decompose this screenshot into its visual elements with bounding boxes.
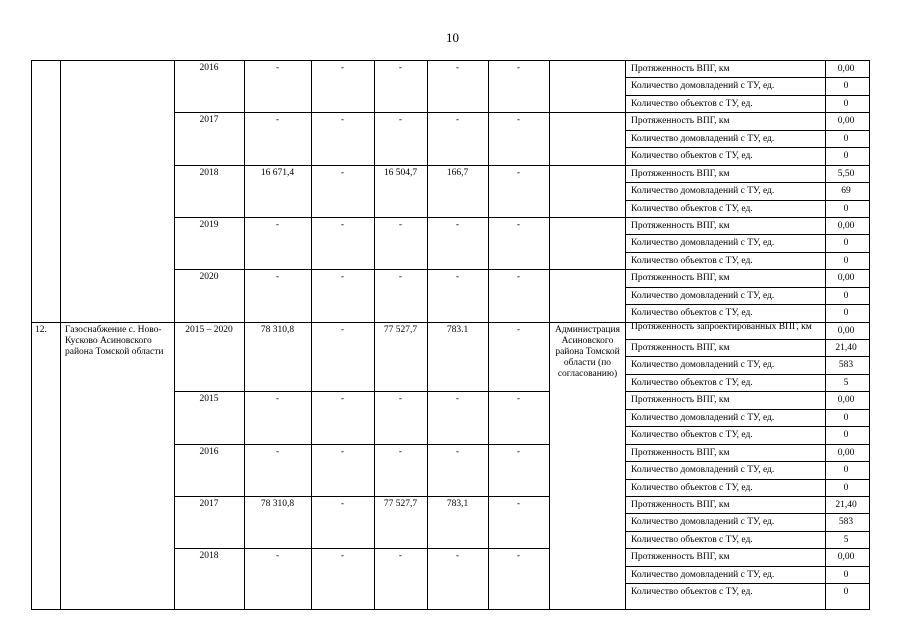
indicator-value: 0 [843, 81, 849, 91]
indicator-label: Количество домовладений с ТУ, ед. [631, 360, 775, 370]
year-cell: 2016 [199, 447, 219, 457]
indicator-label: Количество домовладений с ТУ, ед. [631, 517, 775, 527]
year-cell: 2017 [199, 499, 219, 509]
finance-cell-reg: - [398, 447, 403, 457]
indicator-label: Количество объектов с ТУ, ед. [631, 308, 753, 318]
indicator-label: Количество объектов с ТУ, ед. [631, 378, 753, 388]
finance-cell-fed: - [340, 272, 345, 282]
indicator-value: 0 [843, 99, 849, 109]
indicator-label: Количество объектов с ТУ, ед. [631, 99, 753, 109]
indicator-row-line [625, 531, 869, 532]
indicator-label: Количество домовладений с ТУ, ед. [631, 413, 775, 423]
indicator-row-line [625, 130, 869, 131]
indicator-row-line [625, 287, 869, 288]
finance-cell-fed: - [340, 551, 345, 561]
finance-cell-fed: - [340, 168, 345, 178]
indicator-value: 21,40 [835, 343, 857, 353]
column-divider [625, 60, 626, 609]
year-group-line [174, 548, 549, 549]
indicator-row-line [625, 444, 869, 445]
finance-cell-ext: - [516, 272, 521, 282]
indicator-label: Количество домовладений с ТУ, ед. [631, 570, 775, 580]
indicator-value: 583 [838, 517, 854, 527]
indicator-value: 0,00 [837, 116, 855, 126]
year-group-line [174, 217, 625, 218]
finance-cell-total: 78 310,8 [260, 325, 295, 335]
finance-cell-reg: - [398, 115, 403, 125]
finance-cell-ext: - [516, 220, 521, 230]
finance-cell-ext: - [516, 499, 521, 509]
finance-cell-total: - [275, 447, 280, 457]
indicator-value: 5 [843, 378, 849, 388]
year-cell: 2019 [199, 220, 219, 230]
table-border-left [31, 60, 32, 609]
year-cell: 2015 [199, 394, 219, 404]
item-name: Газоснабжение с. Ново-Кусково Асиновского района Томской области [65, 325, 164, 357]
indicator-label: Протяженность ВПГ, км [631, 169, 730, 179]
indicator-value: 0 [843, 430, 849, 440]
indicator-value: 0 [843, 238, 849, 248]
finance-cell-fed: - [340, 115, 345, 125]
indicator-row-line [625, 409, 869, 410]
year-group-line [174, 391, 549, 392]
indicator-label: Количество объектов с ТУ, ед. [631, 483, 753, 493]
finance-cell-reg: 77 527,7 [383, 499, 418, 509]
indicator-label: Протяженность ВПГ, км [631, 552, 730, 562]
indicator-value: 0 [843, 308, 849, 318]
indicator-label: Протяженность ВПГ, км [631, 273, 730, 283]
indicator-value: 0,00 [837, 64, 855, 74]
finance-cell-loc: - [455, 447, 460, 457]
finance-cell-total: - [275, 551, 280, 561]
indicator-row-line [625, 513, 869, 514]
indicator-label: Протяженность ВПГ, км [631, 64, 730, 74]
finance-cell-ext: - [516, 325, 521, 335]
table-border-bottom [31, 609, 870, 610]
indicator-label: Количество домовладений с ТУ, ед. [631, 186, 775, 196]
indicator-label: Протяженность ВПГ, км [631, 343, 730, 353]
indicator-row-line [625, 165, 869, 166]
finance-cell-total: - [275, 394, 280, 404]
year-cell: 2015 – 2020 [185, 325, 233, 335]
indicator-row-line [625, 304, 869, 305]
indicator-value: 21,40 [835, 500, 857, 510]
indicator-row-line [625, 339, 869, 340]
indicator-row-line [625, 374, 869, 375]
indicator-value: 0 [843, 291, 849, 301]
indicator-row-line [625, 234, 869, 235]
finance-cell-reg: - [398, 394, 403, 404]
indicator-value: 0 [843, 151, 849, 161]
indicator-value: 5 [843, 535, 849, 545]
indicator-value: 0,00 [837, 552, 855, 562]
indicator-value: 69 [841, 186, 851, 196]
finance-cell-loc: - [455, 115, 460, 125]
finance-cell-reg: 16 504,7 [383, 168, 418, 178]
finance-cell-fed: - [340, 394, 345, 404]
indicator-row-line [625, 479, 869, 480]
indicator-value: 583 [838, 360, 854, 370]
year-cell: 2016 [199, 63, 219, 73]
finance-cell-ext: - [516, 447, 521, 457]
item-12-top-line [31, 322, 625, 323]
indicator-value: 0 [843, 587, 849, 597]
indicator-value: 0 [843, 570, 849, 580]
indicator-label: Протяженность ВПГ, км [631, 395, 730, 405]
item-number: 12. [35, 325, 47, 335]
indicator-label: Количество домовладений с ТУ, ед. [631, 81, 775, 91]
finance-cell-reg: - [398, 63, 403, 73]
finance-cell-ext: - [516, 394, 521, 404]
indicator-row-line [625, 426, 869, 427]
finance-cell-reg: - [398, 551, 403, 561]
year-cell: 2020 [199, 272, 219, 282]
finance-cell-reg: 77 527,7 [383, 325, 418, 335]
indicator-label: Количество домовладений с ТУ, ед. [631, 291, 775, 301]
indicator-label: Количество объектов с ТУ, ед. [631, 535, 753, 545]
finance-cell-fed: - [340, 499, 345, 509]
year-group-line [174, 444, 549, 445]
indicator-row-line [625, 95, 869, 96]
indicator-label: Протяженность ВПГ, км [631, 448, 730, 458]
finance-cell-loc: 783.1 [446, 325, 469, 335]
table-border-right [869, 60, 870, 609]
finance-cell-ext: - [516, 63, 521, 73]
indicator-label: Количество объектов с ТУ, ед. [631, 151, 753, 161]
indicator-label: Протяженность ВПГ, км [631, 500, 730, 510]
indicator-value: 0 [843, 483, 849, 493]
indicator-value: 0,00 [837, 326, 855, 336]
year-cell: 2018 [199, 168, 219, 178]
finance-cell-loc: 783,1 [446, 499, 469, 509]
finance-cell-total: 16 671,4 [260, 168, 295, 178]
indicator-value: 0 [843, 256, 849, 266]
indicator-row-line [625, 200, 869, 201]
indicator-label: Количество объектов с ТУ, ед. [631, 430, 753, 440]
indicator-row-line [625, 147, 869, 148]
indicator-row-line [625, 391, 869, 392]
finance-cell-reg: - [398, 272, 403, 282]
finance-cell-loc: - [455, 63, 460, 73]
indicator-label: Количество домовладений с ТУ, ед. [631, 134, 775, 144]
indicator-label: Количество домовладений с ТУ, ед. [631, 465, 775, 475]
indicator-label: Протяженность ВПГ, км [631, 116, 730, 126]
year-cell: 2018 [199, 551, 219, 561]
finance-cell-loc: - [455, 220, 460, 230]
year-group-line [174, 165, 625, 166]
finance-cell-fed: - [340, 63, 345, 73]
executor: Администрация Асиновского района Томской области (по согласованию) [555, 325, 620, 379]
year-group-line [174, 112, 625, 113]
indicator-value: 5,50 [837, 169, 855, 179]
finance-cell-ext: - [516, 551, 521, 561]
indicator-label: Протяженность ВПГ, км [631, 221, 730, 231]
finance-cell-total: - [275, 115, 280, 125]
indicator-value: 0,00 [837, 221, 855, 231]
indicator-label: Количество домовладений с ТУ, ед. [631, 238, 775, 248]
indicator-value: 0 [843, 413, 849, 423]
finance-cell-total: - [275, 272, 280, 282]
indicator-row-line [625, 112, 869, 113]
page-number: 10 [446, 30, 459, 45]
indicator-value: 0,00 [837, 273, 855, 283]
finance-cell-fed: - [340, 447, 345, 457]
indicator-row-line [625, 583, 869, 584]
indicator-label: Количество объектов с ТУ, ед. [631, 256, 753, 266]
finance-cell-total: 78 310,8 [260, 499, 295, 509]
indicator-row-line [625, 461, 869, 462]
indicator-row-line [625, 182, 869, 183]
year-group-line [174, 496, 549, 497]
finance-cell-ext: - [516, 115, 521, 125]
indicator-value: 0 [843, 204, 849, 214]
indicator-row-line [625, 496, 869, 497]
indicator-row-line [625, 548, 869, 549]
finance-cell-fed: - [340, 325, 345, 335]
indicator-value: 0,00 [837, 395, 855, 405]
column-divider [825, 60, 826, 609]
table-border-top [31, 60, 869, 61]
column-divider [60, 60, 61, 609]
indicator-label: Количество объектов с ТУ, ед. [631, 587, 753, 597]
indicator-value: 0 [843, 134, 849, 144]
indicator-row-line [625, 77, 869, 78]
indicator-label: Количество объектов с ТУ, ед. [631, 204, 753, 214]
indicator-row-line [625, 269, 869, 270]
finance-cell-reg: - [398, 220, 403, 230]
indicator-value: 0,00 [837, 448, 855, 458]
finance-cell-total: - [275, 63, 280, 73]
finance-cell-fed: - [340, 220, 345, 230]
finance-cell-total: - [275, 220, 280, 230]
indicator-row-line [625, 252, 869, 253]
indicator-row-line [625, 356, 869, 357]
indicator-row-line [625, 566, 869, 567]
finance-cell-loc: 166,7 [446, 168, 469, 178]
indicator-row-line [625, 217, 869, 218]
budget-table [31, 60, 869, 609]
indicator-value: 0 [843, 465, 849, 475]
finance-cell-loc: - [455, 551, 460, 561]
year-cell: 2017 [199, 115, 219, 125]
year-group-line [174, 269, 625, 270]
indicator-label: Протяженность запроектированных ВПГ, км [631, 322, 812, 332]
finance-cell-loc: - [455, 272, 460, 282]
finance-cell-ext: - [516, 168, 521, 178]
finance-cell-loc: - [455, 394, 460, 404]
